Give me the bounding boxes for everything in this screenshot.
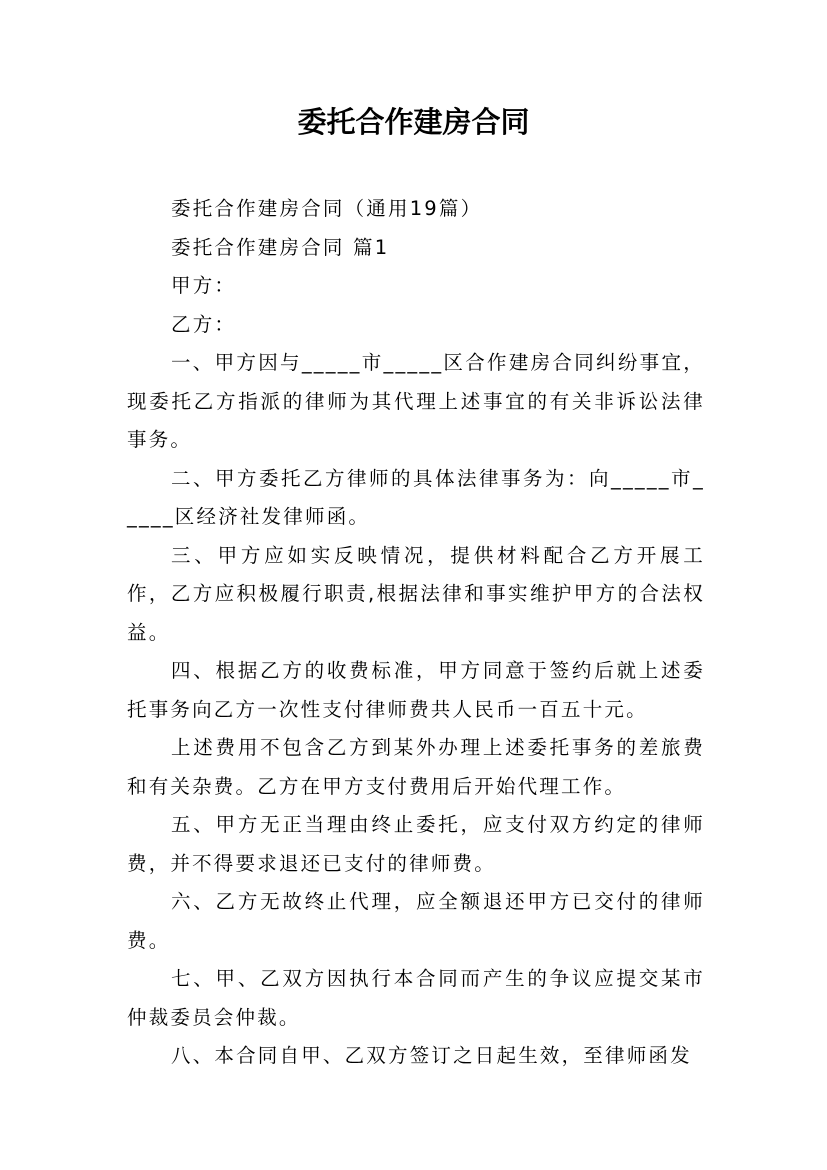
- document-body: [127, 190, 705, 1076]
- paragraph-clause-2: 二、甲方委托乙方律师的具体法律事务为：向_____市_____区经济社发律师函。: [127, 466, 705, 528]
- paragraph-clause-3: 三、甲方应如实反映情况，提供材料配合乙方开展工作，乙方应积极履行职责,根据法律和事实维护甲方的合法权益。: [127, 543, 705, 644]
- document-title: 委托合作建房合同: [297, 105, 530, 139]
- paragraph-clause-4: 四、根据乙方的收费标准，甲方同意于签约后就上述委托事务向乙方一次性支付律师费共人民币一百五十元。: [127, 659, 705, 721]
- paragraph-section-heading: 委托合作建房合同 篇1: [171, 235, 390, 259]
- paragraph-subtitle: 委托合作建房合同（通用19篇）: [171, 197, 483, 220]
- paragraph-clause-1: 一、甲方因与_____市_____区合作建房合同纠纷事宜，现委托乙方指派的律师为其代理上述事宜的有关非诉讼法律事务。: [127, 351, 705, 451]
- paragraph-clause-7: 七、甲、乙双方因执行本合同而产生的争议应提交某市仲裁委员会仲裁。: [127, 967, 705, 1029]
- paragraph-clause-4-note: 上述费用不包含乙方到某外办理上述委托事务的差旅费和有关杂费。乙方在甲方支付费用后开始代理工作。: [127, 736, 705, 798]
- paragraph-party-a: 甲方：: [171, 274, 237, 297]
- paragraph-clause-6: 六、乙方无故终止代理，应全额退还甲方已交付的律师费。: [127, 890, 705, 952]
- paragraph-clause-5: 五、甲方无正当理由终止委托，应支付双方约定的律师费，并不得要求退还已支付的律师费。: [127, 813, 705, 875]
- paragraph-party-b: 乙方：: [171, 312, 237, 336]
- paragraph-clause-8: 八、本合同自甲、乙双方签订之日起生效，至律师函发: [171, 1044, 692, 1067]
